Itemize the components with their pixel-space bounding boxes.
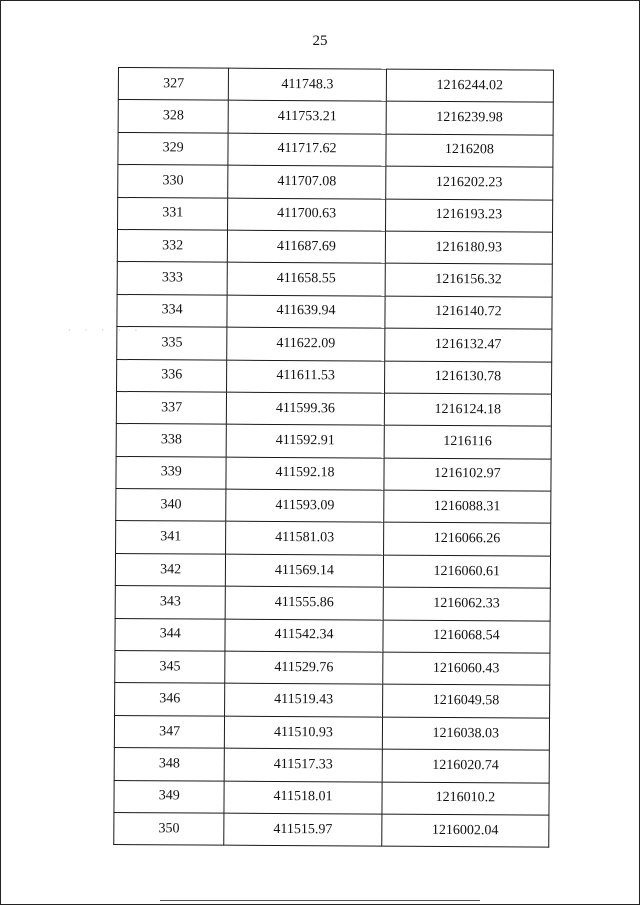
table-row <box>118 132 553 167</box>
y-coordinate-cell: 1216202.23 <box>385 166 553 199</box>
x-coordinate-cell: 411592.18 <box>226 457 384 490</box>
table-row <box>116 489 551 524</box>
y-coordinate-cell: 1216049.58 <box>382 685 550 718</box>
point-number-cell: 331 <box>118 197 229 230</box>
y-coordinate-cell: 1216010.2 <box>382 782 550 815</box>
point-number-cell: 345 <box>115 651 226 684</box>
table-row <box>117 359 552 394</box>
x-coordinate-cell: 411717.62 <box>228 133 386 166</box>
table-row <box>115 651 550 686</box>
x-coordinate-cell: 411592.91 <box>226 424 384 457</box>
table-row <box>117 327 552 362</box>
table-row <box>118 100 553 135</box>
point-number-cell: 349 <box>114 780 225 813</box>
x-coordinate-cell: 411700.63 <box>228 198 386 231</box>
x-coordinate-cell: 411639.94 <box>227 295 385 328</box>
table-row <box>118 68 553 103</box>
y-coordinate-cell: 1216062.33 <box>383 587 551 620</box>
point-number-cell: 337 <box>116 391 227 424</box>
point-number-cell: 346 <box>115 683 226 716</box>
table-row <box>115 618 550 653</box>
x-coordinate-cell: 411581.03 <box>226 522 384 555</box>
y-coordinate-cell: 1216156.32 <box>385 263 553 296</box>
point-number-cell: 343 <box>115 586 226 619</box>
x-coordinate-cell: 411519.43 <box>225 684 383 717</box>
table-row <box>114 715 549 750</box>
y-coordinate-cell: 1216066.26 <box>383 523 551 556</box>
table-row <box>118 165 553 200</box>
y-coordinate-cell: 1216208 <box>386 134 554 167</box>
point-number-cell: 340 <box>116 489 227 522</box>
table-row <box>116 424 551 459</box>
y-coordinate-cell: 1216132.47 <box>384 328 552 361</box>
y-coordinate-cell: 1216140.72 <box>385 296 553 329</box>
table-row <box>114 748 549 783</box>
point-number-cell: 329 <box>118 132 229 165</box>
point-number-cell: 342 <box>115 553 226 586</box>
y-coordinate-cell: 1216193.23 <box>385 199 553 232</box>
y-coordinate-cell: 1216060.61 <box>383 555 551 588</box>
x-coordinate-cell: 411542.34 <box>225 619 383 652</box>
x-coordinate-cell: 411599.36 <box>227 392 385 425</box>
y-coordinate-cell: 1216130.78 <box>384 361 552 394</box>
x-coordinate-cell: 411687.69 <box>228 230 386 263</box>
table-row <box>117 262 552 297</box>
point-number-cell: 350 <box>114 812 225 845</box>
coordinate-table-body <box>114 68 554 848</box>
table-row <box>114 812 549 847</box>
y-coordinate-cell: 1216038.03 <box>382 717 550 750</box>
point-number-cell: 347 <box>114 715 225 748</box>
scan-artifact-dots: · · · · · <box>68 326 144 335</box>
x-coordinate-cell: 411593.09 <box>226 489 384 522</box>
x-coordinate-cell: 411622.09 <box>227 327 385 360</box>
point-number-cell: 344 <box>115 618 226 651</box>
x-coordinate-cell: 411515.97 <box>224 813 382 846</box>
point-number-cell: 335 <box>117 327 228 360</box>
point-number-cell: 338 <box>116 424 227 457</box>
point-number-cell: 336 <box>117 359 228 392</box>
table-row <box>117 229 552 264</box>
table-row <box>116 521 551 556</box>
point-number-cell: 348 <box>114 748 225 781</box>
y-coordinate-cell: 1216180.93 <box>385 231 553 264</box>
x-coordinate-cell: 411529.76 <box>225 651 383 684</box>
point-number-cell: 328 <box>118 100 229 133</box>
y-coordinate-cell: 1216244.02 <box>386 69 554 102</box>
table-row <box>117 294 552 329</box>
point-number-cell: 341 <box>116 521 227 554</box>
point-number-cell: 330 <box>118 165 229 198</box>
table-row <box>116 456 551 491</box>
y-coordinate-cell: 1216124.18 <box>384 393 552 426</box>
x-coordinate-cell: 411518.01 <box>224 781 382 814</box>
y-coordinate-cell: 1216102.97 <box>384 458 552 491</box>
x-coordinate-cell: 411748.3 <box>229 68 387 101</box>
table-row <box>115 683 550 718</box>
point-number-cell: 334 <box>117 294 228 327</box>
point-number-cell: 327 <box>118 68 229 101</box>
y-coordinate-cell: 1216116 <box>384 425 552 458</box>
point-number-cell: 333 <box>117 262 228 295</box>
y-coordinate-cell: 1216068.54 <box>383 620 551 653</box>
y-coordinate-cell: 1216002.04 <box>381 814 549 847</box>
page-number: 25 <box>312 33 328 49</box>
x-coordinate-cell: 411569.14 <box>226 554 384 587</box>
y-coordinate-cell: 1216020.74 <box>382 749 550 782</box>
y-coordinate-cell: 1216088.31 <box>383 490 551 523</box>
point-number-cell: 332 <box>117 229 228 262</box>
table-row <box>115 553 550 588</box>
x-coordinate-cell: 411611.53 <box>227 360 385 393</box>
y-coordinate-cell: 1216060.43 <box>382 652 550 685</box>
point-number-cell: 339 <box>116 456 227 489</box>
bottom-edge-line <box>160 900 480 901</box>
coordinate-table-wrapper <box>113 67 554 848</box>
table-row <box>115 586 550 621</box>
x-coordinate-cell: 411707.08 <box>228 165 386 198</box>
x-coordinate-cell: 411658.55 <box>227 263 385 296</box>
x-coordinate-cell: 411510.93 <box>225 716 383 749</box>
x-coordinate-cell: 411517.33 <box>225 748 383 781</box>
y-coordinate-cell: 1216239.98 <box>386 102 554 135</box>
table-row <box>118 197 553 232</box>
x-coordinate-cell: 411555.86 <box>226 586 384 619</box>
x-coordinate-cell: 411753.21 <box>228 101 386 134</box>
coordinate-table <box>113 67 554 848</box>
table-row <box>114 780 549 815</box>
table-row <box>116 391 551 426</box>
